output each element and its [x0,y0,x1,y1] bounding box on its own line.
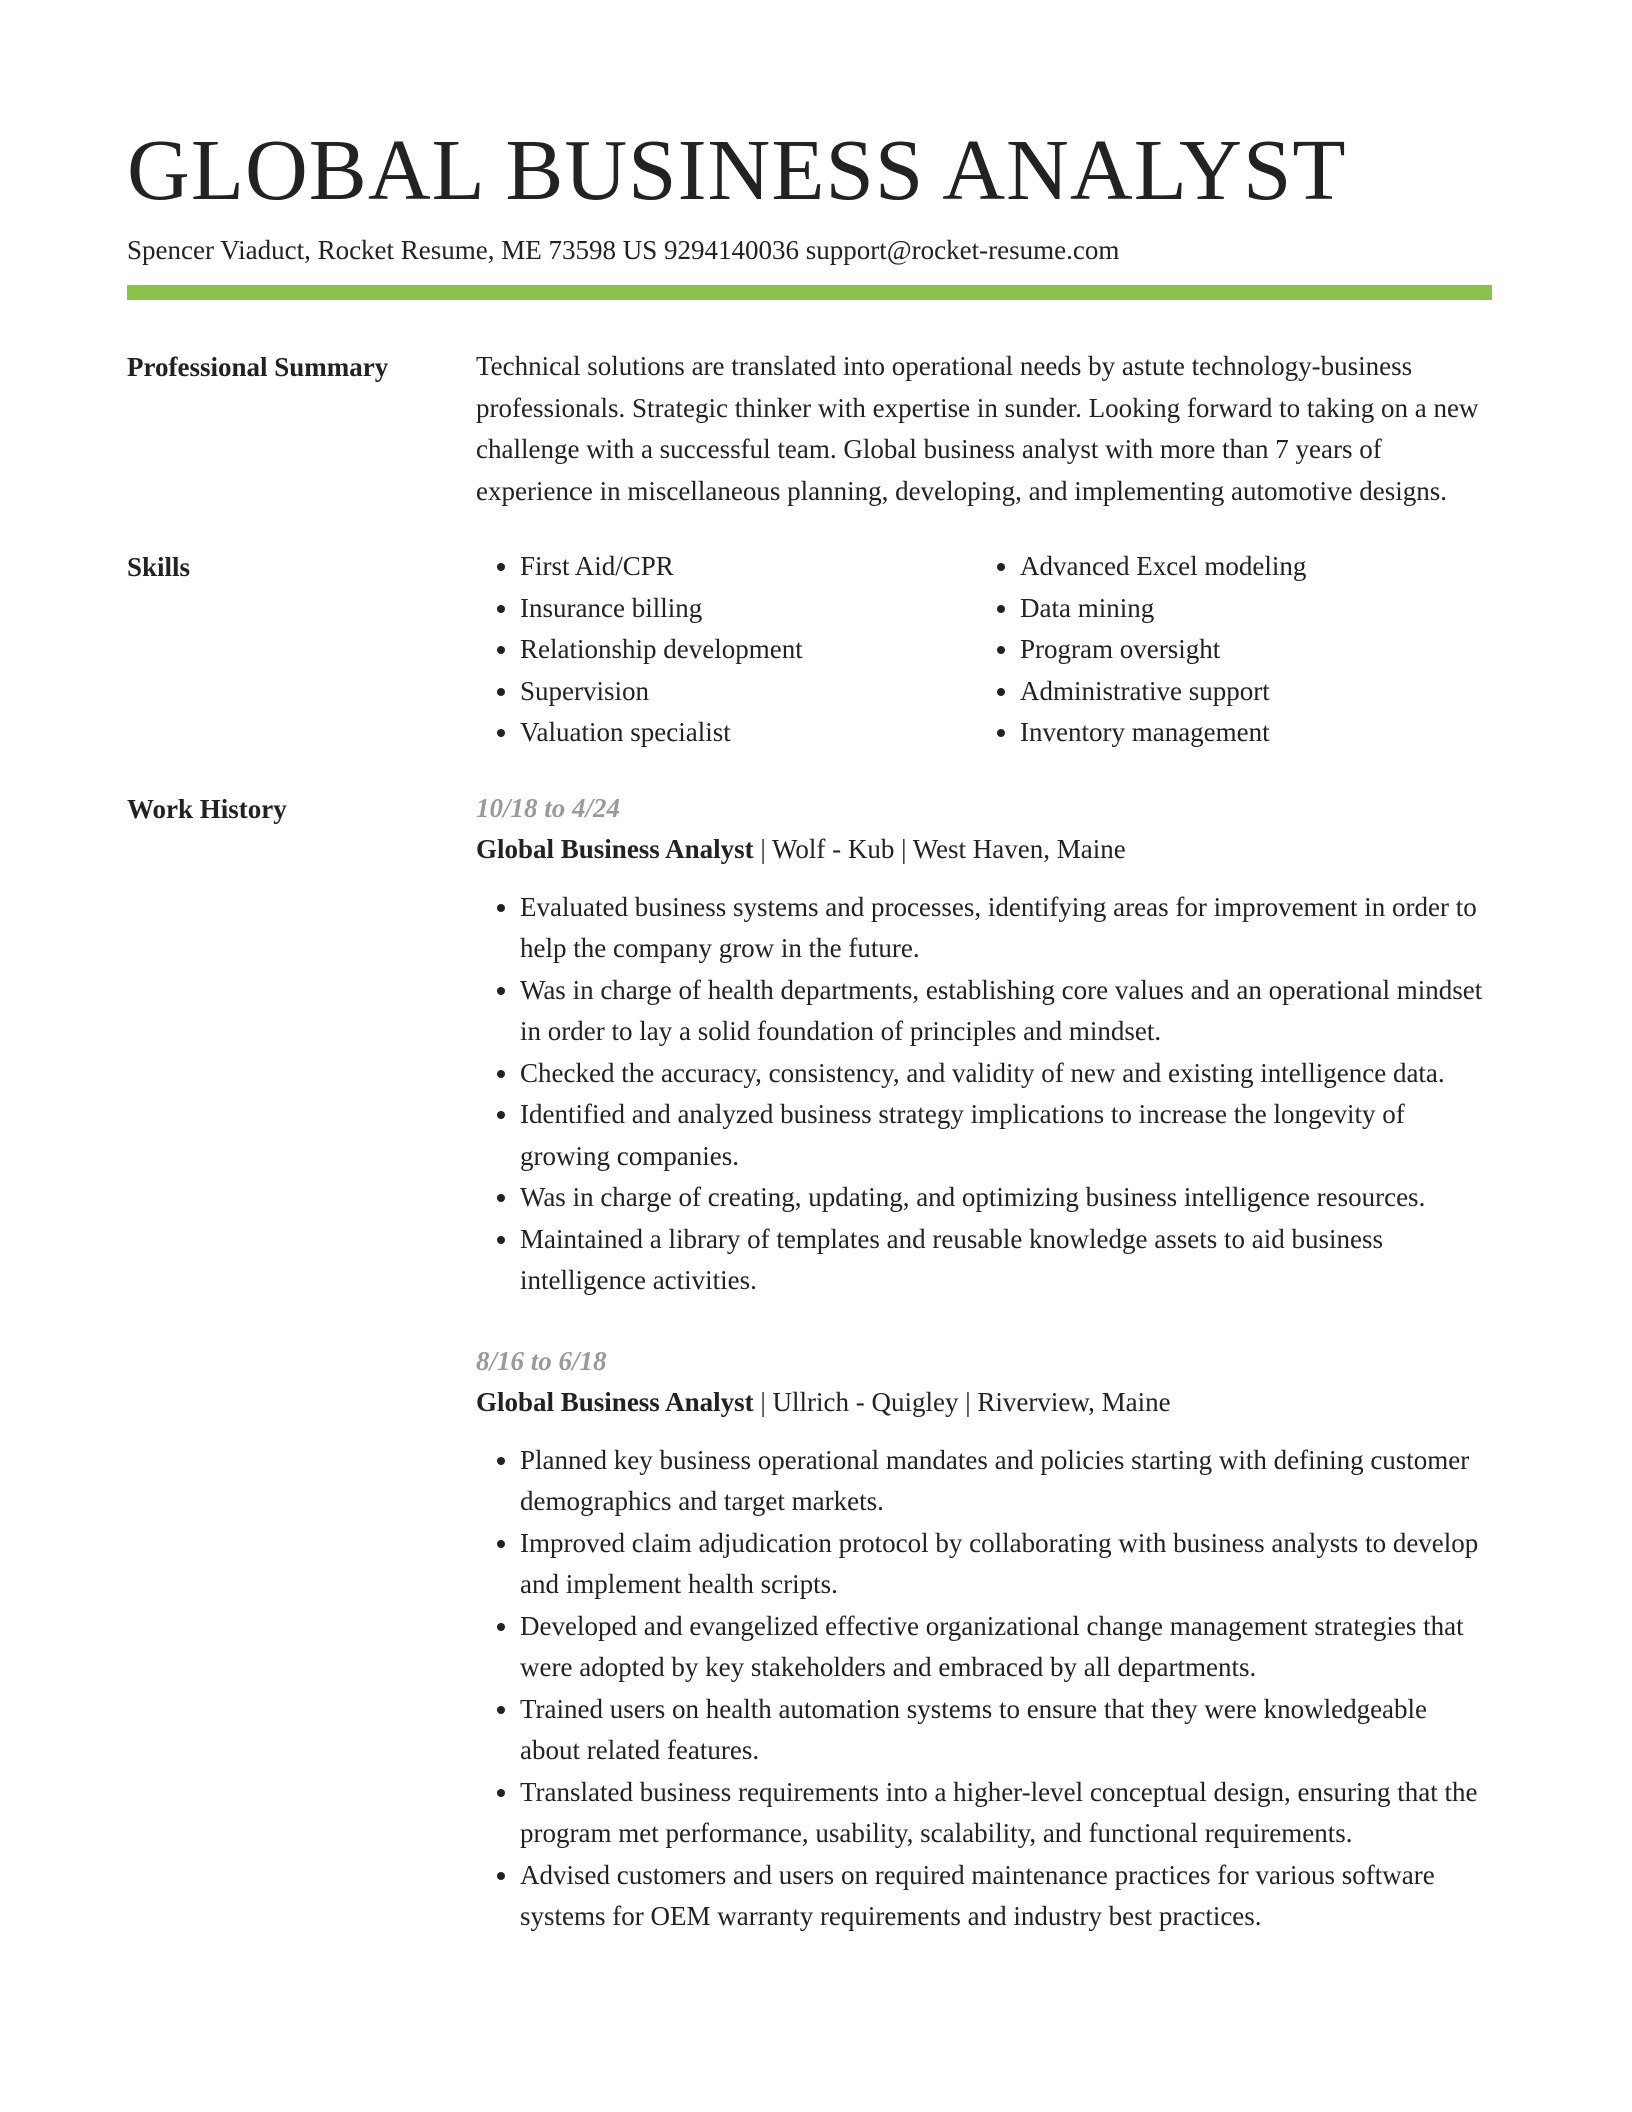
job-entry [476,1341,1492,1938]
job-bullet: • Improved claim adjudication protocol by collaborating with business analysts to develop and implement health scripts. [520,1523,1492,1606]
job-bullet: • Checked the accuracy, consistency, and validity of new and existing intelligence data. [520,1053,1492,1095]
job-company-location: | Wolf - Kub | West Haven, Maine [753,834,1126,864]
skill-item: • Supervision [520,671,976,713]
job-title-line [476,1382,1492,1424]
job-bullet: • Was in charge of health departments, establishing core values and an operational mindset in order to lay a solid foundation of principles and mindset. [520,970,1492,1053]
summary-content [476,346,1492,512]
skills-section [127,546,1492,754]
job-bullet: • Identified and analyzed business strategy implications to increase the longevity of growing companies. [520,1094,1492,1177]
job-bullets [476,887,1492,1302]
skills-column-1 [476,546,976,754]
job-entry [476,788,1492,1302]
job-dates: 10/18 to 4/24 [476,792,621,823]
work-history-section [127,788,1492,1938]
job-bullet: • Translated business requirements into a higher-level conceptual design, ensuring that the program met performance, usability, scalability, and functional requirements. [520,1772,1492,1855]
skills-content [476,546,1492,754]
job-title-line [476,829,1492,871]
summary-text: Technical solutions are translated into operational needs by astute technology-business professionals. Strategic thinker with expertise in sunder. Looking forward to taking on a new challenge with a successful team. Global business analyst with more than 7 years of experience in miscellaneous planning, developing, and implementing automotive designs. [476,351,1479,506]
skill-item: • Administrative support [1020,671,1306,713]
contact-line: Spencer Viaduct, Rocket Resume, ME 73598 US 9294140036 support@rocket-resume.com [127,235,1120,265]
job-bullet: • Trained users on health automation systems to ensure that they were knowledgeable about related features. [520,1689,1492,1772]
job-bullet: • Maintained a library of templates and reusable knowledge assets to aid business intelligence activities. [520,1219,1492,1302]
job-bullet: • Evaluated business systems and processes, identifying areas for improvement in order to help the company grow in the future. [520,887,1492,970]
skill-item: • Advanced Excel modeling [1020,546,1306,588]
job-bullet: • Planned key business operational mandates and policies starting with defining customer demographics and target markets. [520,1440,1492,1523]
job-company-location: | Ullrich - Quigley | Riverview, Maine [753,1387,1171,1417]
summary-section [127,346,1492,512]
skill-item: • Relationship development [520,629,976,671]
accent-divider [127,285,1492,300]
skill-item: • Insurance billing [520,588,976,630]
summary-label: Professional Summary [127,352,389,382]
skill-item: • First Aid/CPR [520,546,976,588]
skill-item: • Inventory management [1020,712,1306,754]
job-role: Global Business Analyst [476,1387,754,1417]
resume-title: GLOBAL BUSINESS ANALYST [127,121,1347,218]
job-bullet: • Was in charge of creating, updating, and optimizing business intelligence resources. [520,1177,1492,1219]
job-bullet: • Developed and evangelized effective organizational change management strategies that were adopted by key stakeholders and embraced by all departments. [520,1606,1492,1689]
skill-item: • Valuation specialist [520,712,976,754]
skills-column-2 [976,546,1306,754]
work-history-content [476,788,1492,1938]
job-bullets [476,1440,1492,1938]
skills-label: Skills [127,552,191,582]
work-history-label: Work History [127,793,287,824]
skill-item: • Program oversight [1020,629,1306,671]
resume-page [127,120,1492,1938]
skill-item: • Data mining [1020,588,1306,630]
job-role: Global Business Analyst [476,834,754,864]
job-bullet: • Advised customers and users on required maintenance practices for various software systems for OEM warranty requirements and industry best practices. [520,1855,1492,1938]
job-dates: 8/16 to 6/18 [476,1345,607,1376]
